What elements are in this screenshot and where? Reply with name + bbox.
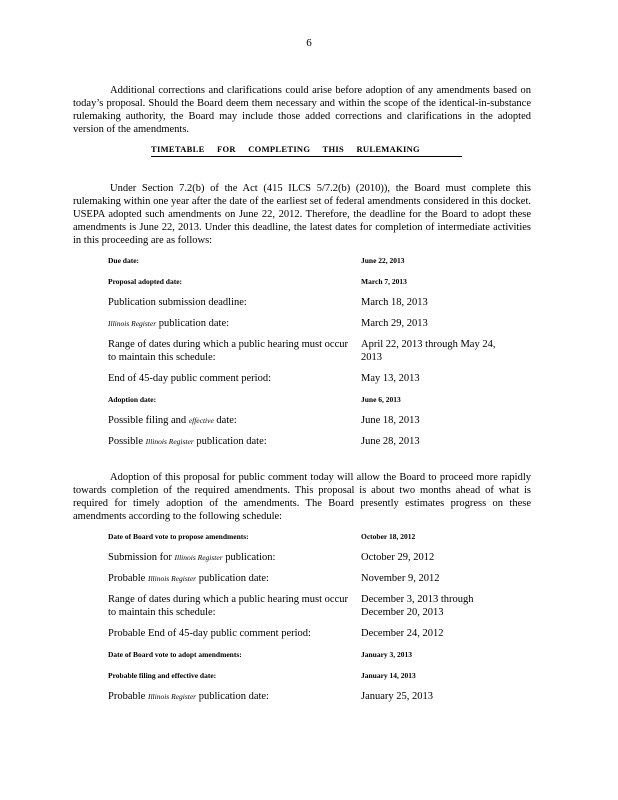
label-suffix: publication date:	[196, 573, 269, 584]
schedule-date: June 28, 2013	[361, 436, 420, 447]
label-suffix: date:	[213, 415, 237, 426]
schedule-row	[108, 669, 508, 690]
schedule-label: Proposal adopted date:	[108, 277, 183, 286]
schedule-row	[108, 551, 508, 572]
schedule-label: Range of dates during which a public hearing must occur to maintain this schedule:	[108, 339, 348, 363]
schedule-date: October 29, 2012	[361, 552, 435, 563]
schedule-date: January 3, 2013	[361, 650, 413, 659]
label-prefix: Possible	[108, 436, 146, 447]
schedule-row	[108, 414, 508, 435]
schedule-date: June 22, 2013	[361, 256, 405, 265]
paragraph-deadline: Under Section 7.2(b) of the Act (415 ILCS 5/7.2(b) (2010)), the Board must complete this rulemaking within one year after the date of the earliest set of federal amendments considered in this docket. USEPA adopted such amendments on June 22, 2012. Therefore, the deadline for the Board to adopt these amendments is June 22, 2013. Under this deadline, the latest dates for completion of intermediate activities in this proceeding are as follows:	[73, 182, 531, 246]
schedule-row	[108, 317, 508, 338]
paragraph-corrections: Additional corrections and clarifications could arise before adoption of any amendments based on today’s proposal. Should the Board deem them necessary and within the scope of the identical-in-substance rulemaking authority, the Board may include those added corrections and clarifications in the adopted version of the amendments.	[73, 84, 531, 135]
register-title: Illinois Register	[174, 553, 223, 562]
schedule-date: January 14, 2013	[361, 671, 416, 680]
schedule-date: November 9, 2012	[361, 573, 440, 584]
schedule-date: May 13, 2013	[361, 373, 420, 384]
label-prefix: Possible filing and	[108, 415, 189, 426]
schedule-date: January 25, 2013	[361, 691, 434, 702]
page-number: 6	[306, 37, 312, 49]
schedule-label: Adoption date:	[108, 395, 157, 404]
label-suffix: publication:	[222, 552, 276, 563]
section-heading: TIMETABLE FOR COMPLETING THIS RULEMAKING	[151, 143, 462, 157]
schedule-row	[108, 435, 508, 456]
schedule-label	[108, 435, 353, 448]
label-suffix: publication date:	[196, 691, 269, 702]
schedule-date: December 24, 2012	[361, 628, 444, 639]
schedule-row	[108, 296, 508, 317]
schedule-label: Date of Board vote to propose amendments:	[108, 532, 249, 541]
schedule-label	[108, 572, 353, 585]
schedule-date: June 18, 2013	[361, 415, 420, 426]
label-prefix: Probable	[108, 573, 148, 584]
estimated-schedule	[108, 530, 508, 711]
schedule-row	[108, 393, 508, 414]
register-title: Illinois Register	[147, 692, 197, 701]
schedule-row	[108, 572, 508, 593]
schedule-date: June 6, 2013	[361, 395, 401, 404]
register-title: Illinois Register	[147, 574, 197, 583]
schedule-row	[108, 254, 508, 275]
schedule-label	[108, 551, 353, 564]
schedule-label: Publication submission deadline:	[108, 297, 247, 308]
label-suffix: publication date:	[156, 318, 230, 329]
schedule-row	[108, 275, 508, 296]
schedule-label: Due date:	[108, 256, 140, 265]
deadline-schedule	[108, 254, 508, 456]
schedule-label: Range of dates during which a public hearing must occur to maintain this schedule:	[108, 594, 348, 618]
schedule-date: March 7, 2013	[361, 277, 407, 286]
schedule-date: March 29, 2013	[361, 318, 428, 329]
schedule-row	[108, 530, 508, 551]
label-prefix: Probable	[108, 691, 148, 702]
label-prefix: Submission for	[108, 552, 175, 563]
schedule-row	[108, 338, 508, 372]
schedule-label: Probable End of 45-day public comment period:	[108, 628, 311, 639]
schedule-label: Probable filing and effective date:	[108, 671, 217, 680]
schedule-date: April 22, 2013 through May 24, 2013	[361, 339, 496, 363]
schedule-label	[108, 690, 353, 703]
paragraph-progress: Adoption of this proposal for public comment today will allow the Board to proceed more rapidly towards completion of the required amendments. This proposal is about two months ahead of what is required for timely adoption of the amendments. The Board presently estimates progress on these amendments according to the following schedule:	[73, 471, 531, 522]
schedule-label: End of 45-day public comment period:	[108, 373, 272, 384]
schedule-date: December 3, 2013 through December 20, 2013	[361, 594, 474, 618]
schedule-label	[108, 414, 353, 427]
schedule-date: March 18, 2013	[361, 297, 428, 308]
schedule-row	[108, 372, 508, 393]
label-suffix: publication date:	[193, 436, 267, 447]
effective-word: effective	[188, 416, 214, 425]
schedule-label: Date of Board vote to adopt amendments:	[108, 650, 242, 659]
schedule-date: October 18, 2012	[361, 532, 416, 541]
schedule-label	[108, 317, 353, 330]
register-title: Illinois Register	[145, 437, 194, 446]
schedule-row	[108, 690, 508, 711]
schedule-row	[108, 648, 508, 669]
schedule-row	[108, 627, 508, 648]
schedule-row	[108, 593, 508, 627]
register-title: Illinois Register	[108, 319, 157, 328]
